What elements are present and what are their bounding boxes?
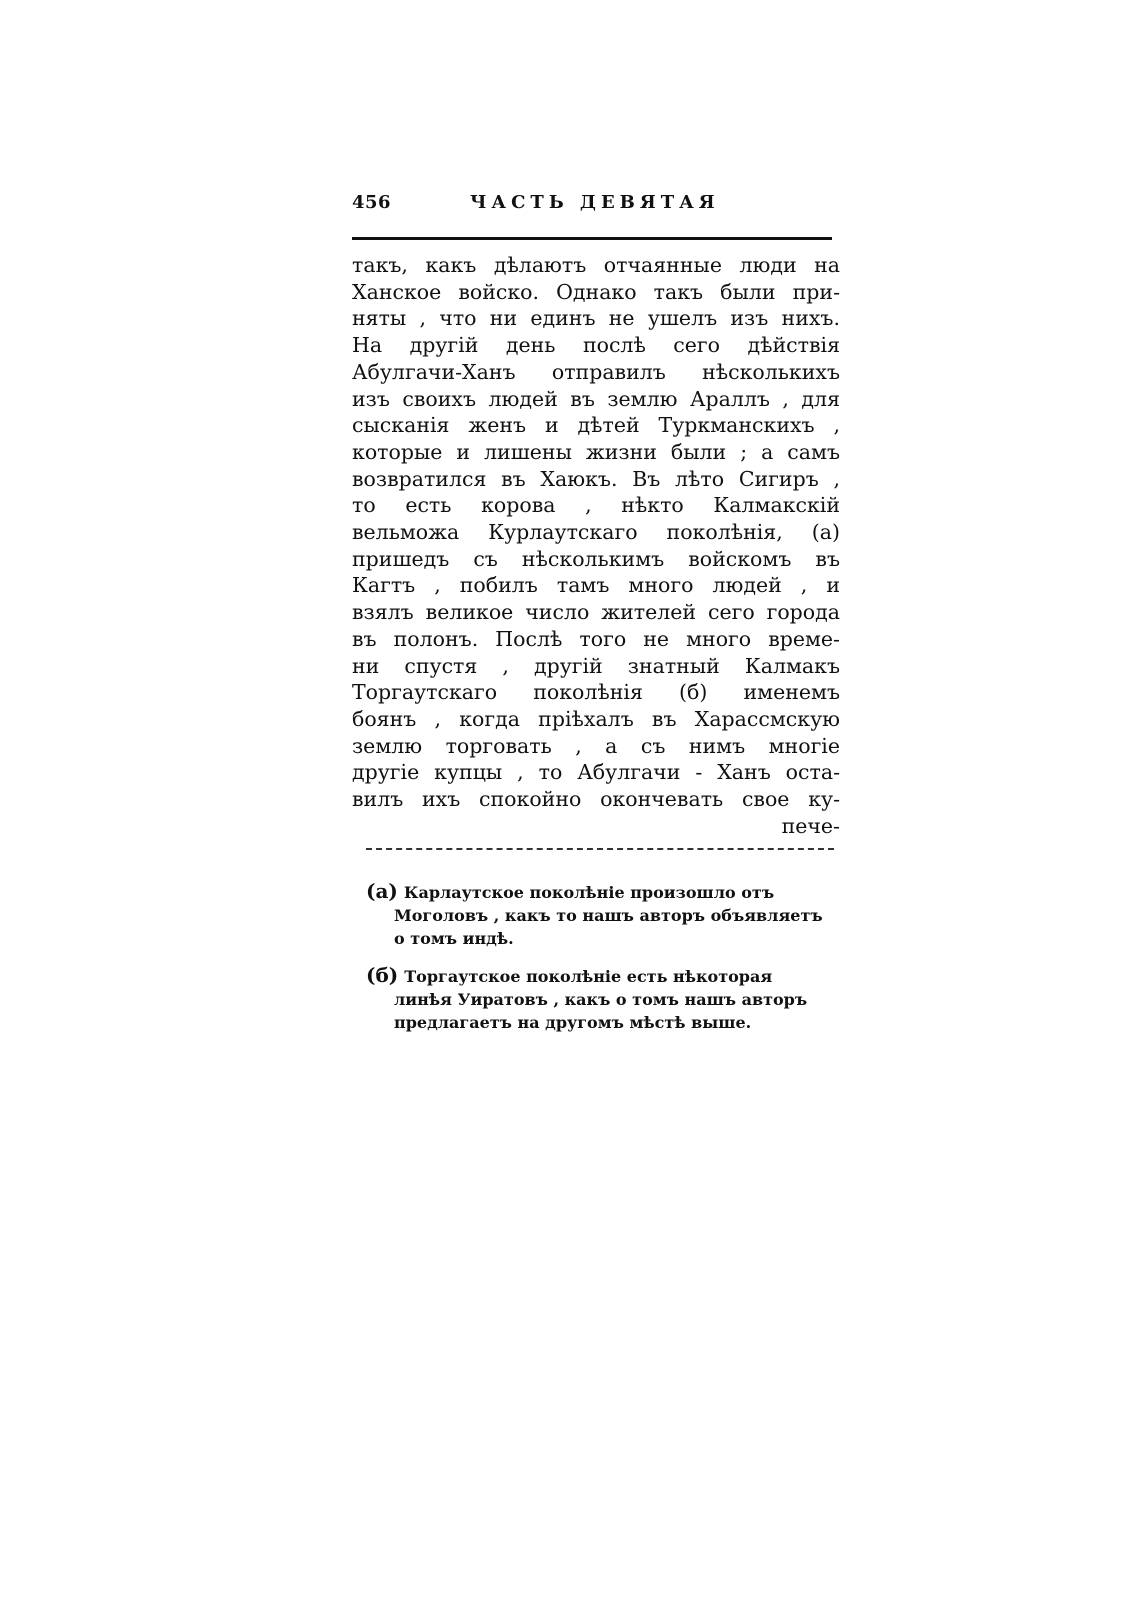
footnotes: [366, 880, 858, 1048]
catchword: пече-: [781, 813, 840, 838]
text-line: такъ, какъ дѣлаютъ отчаянные люди на: [352, 253, 840, 277]
text-line: то есть корова , нѣкто Калмакскій: [352, 493, 840, 518]
text-line: Абулгачи-Ханъ отправилъ нѣсколькихъ: [352, 359, 840, 384]
text-line: которые и лишены жизни были ; а самъ: [352, 439, 840, 464]
text-line: пришедъ съ нѣсколькимъ войскомъ въ: [352, 546, 840, 571]
text-line: Кагтъ , побилъ тамъ много людей , и: [352, 573, 840, 598]
running-head: ЧАСТЬ ДЕВЯТАЯ: [470, 192, 720, 213]
footnote-b: [366, 964, 858, 1034]
footnote-a: [366, 880, 858, 950]
text-line: взялъ великое число жителей сего города: [352, 600, 840, 625]
main-text: [352, 252, 840, 839]
text-line: вилъ ихъ спокойно окончевать свое ку-: [352, 787, 840, 812]
footnote-rule: [366, 848, 834, 850]
footnote-line: предлагаетъ на другомъ мѣстѣ выше.: [394, 1013, 752, 1032]
text-line: На другій день послѣ сего дѣйствія: [352, 333, 840, 358]
footnote-line: линѣя Уиратовъ , какъ о томъ нашъ авторъ: [394, 990, 808, 1009]
page-number: 456: [352, 192, 392, 213]
footnote-mark: (б): [366, 963, 399, 987]
text-line: няты , что ни единъ не ушелъ изъ нихъ.: [352, 306, 840, 331]
footnote-line: Моголовъ , какъ то нашъ авторъ объявляетъ: [394, 906, 823, 925]
text-line: возвратился въ Хаюкъ. Въ лѣто Сигиръ ,: [352, 466, 840, 491]
text-line: вельможа Курлаутскаго поколѣнія, (а): [352, 520, 840, 545]
text-line: изъ своихъ людей въ землю Араллъ , для: [352, 386, 840, 411]
footnote-line: Торгаутское поколѣніе есть нѣкоторая: [404, 967, 773, 986]
text-line: сысканія женъ и дѣтей Туркманскихъ ,: [352, 413, 840, 438]
text-line: ни спустя , другій знатный Калмакъ: [352, 653, 840, 678]
footnote-mark: (а): [366, 879, 398, 903]
text-line: въ полонъ. Послѣ того не много време-: [352, 626, 840, 651]
text-line: землю торговать , а съ нимъ многіе: [352, 733, 840, 758]
text-line: Торгаутскаго поколѣнія (б) именемъ: [352, 680, 840, 705]
footnote-line: Карлаутское поколѣніе произошло отъ: [403, 883, 775, 902]
page-header: [352, 192, 832, 220]
text-line: боянъ , когда пріѣхалъ въ Харассмскую: [352, 706, 840, 731]
footnote-line: о томъ индѣ.: [394, 929, 514, 948]
header-rule: [352, 237, 832, 240]
text-line: Ханское войско. Однако такъ были при-: [352, 279, 840, 304]
text-line: другіе купцы , то Абулгачи - Ханъ оста-: [352, 760, 840, 785]
